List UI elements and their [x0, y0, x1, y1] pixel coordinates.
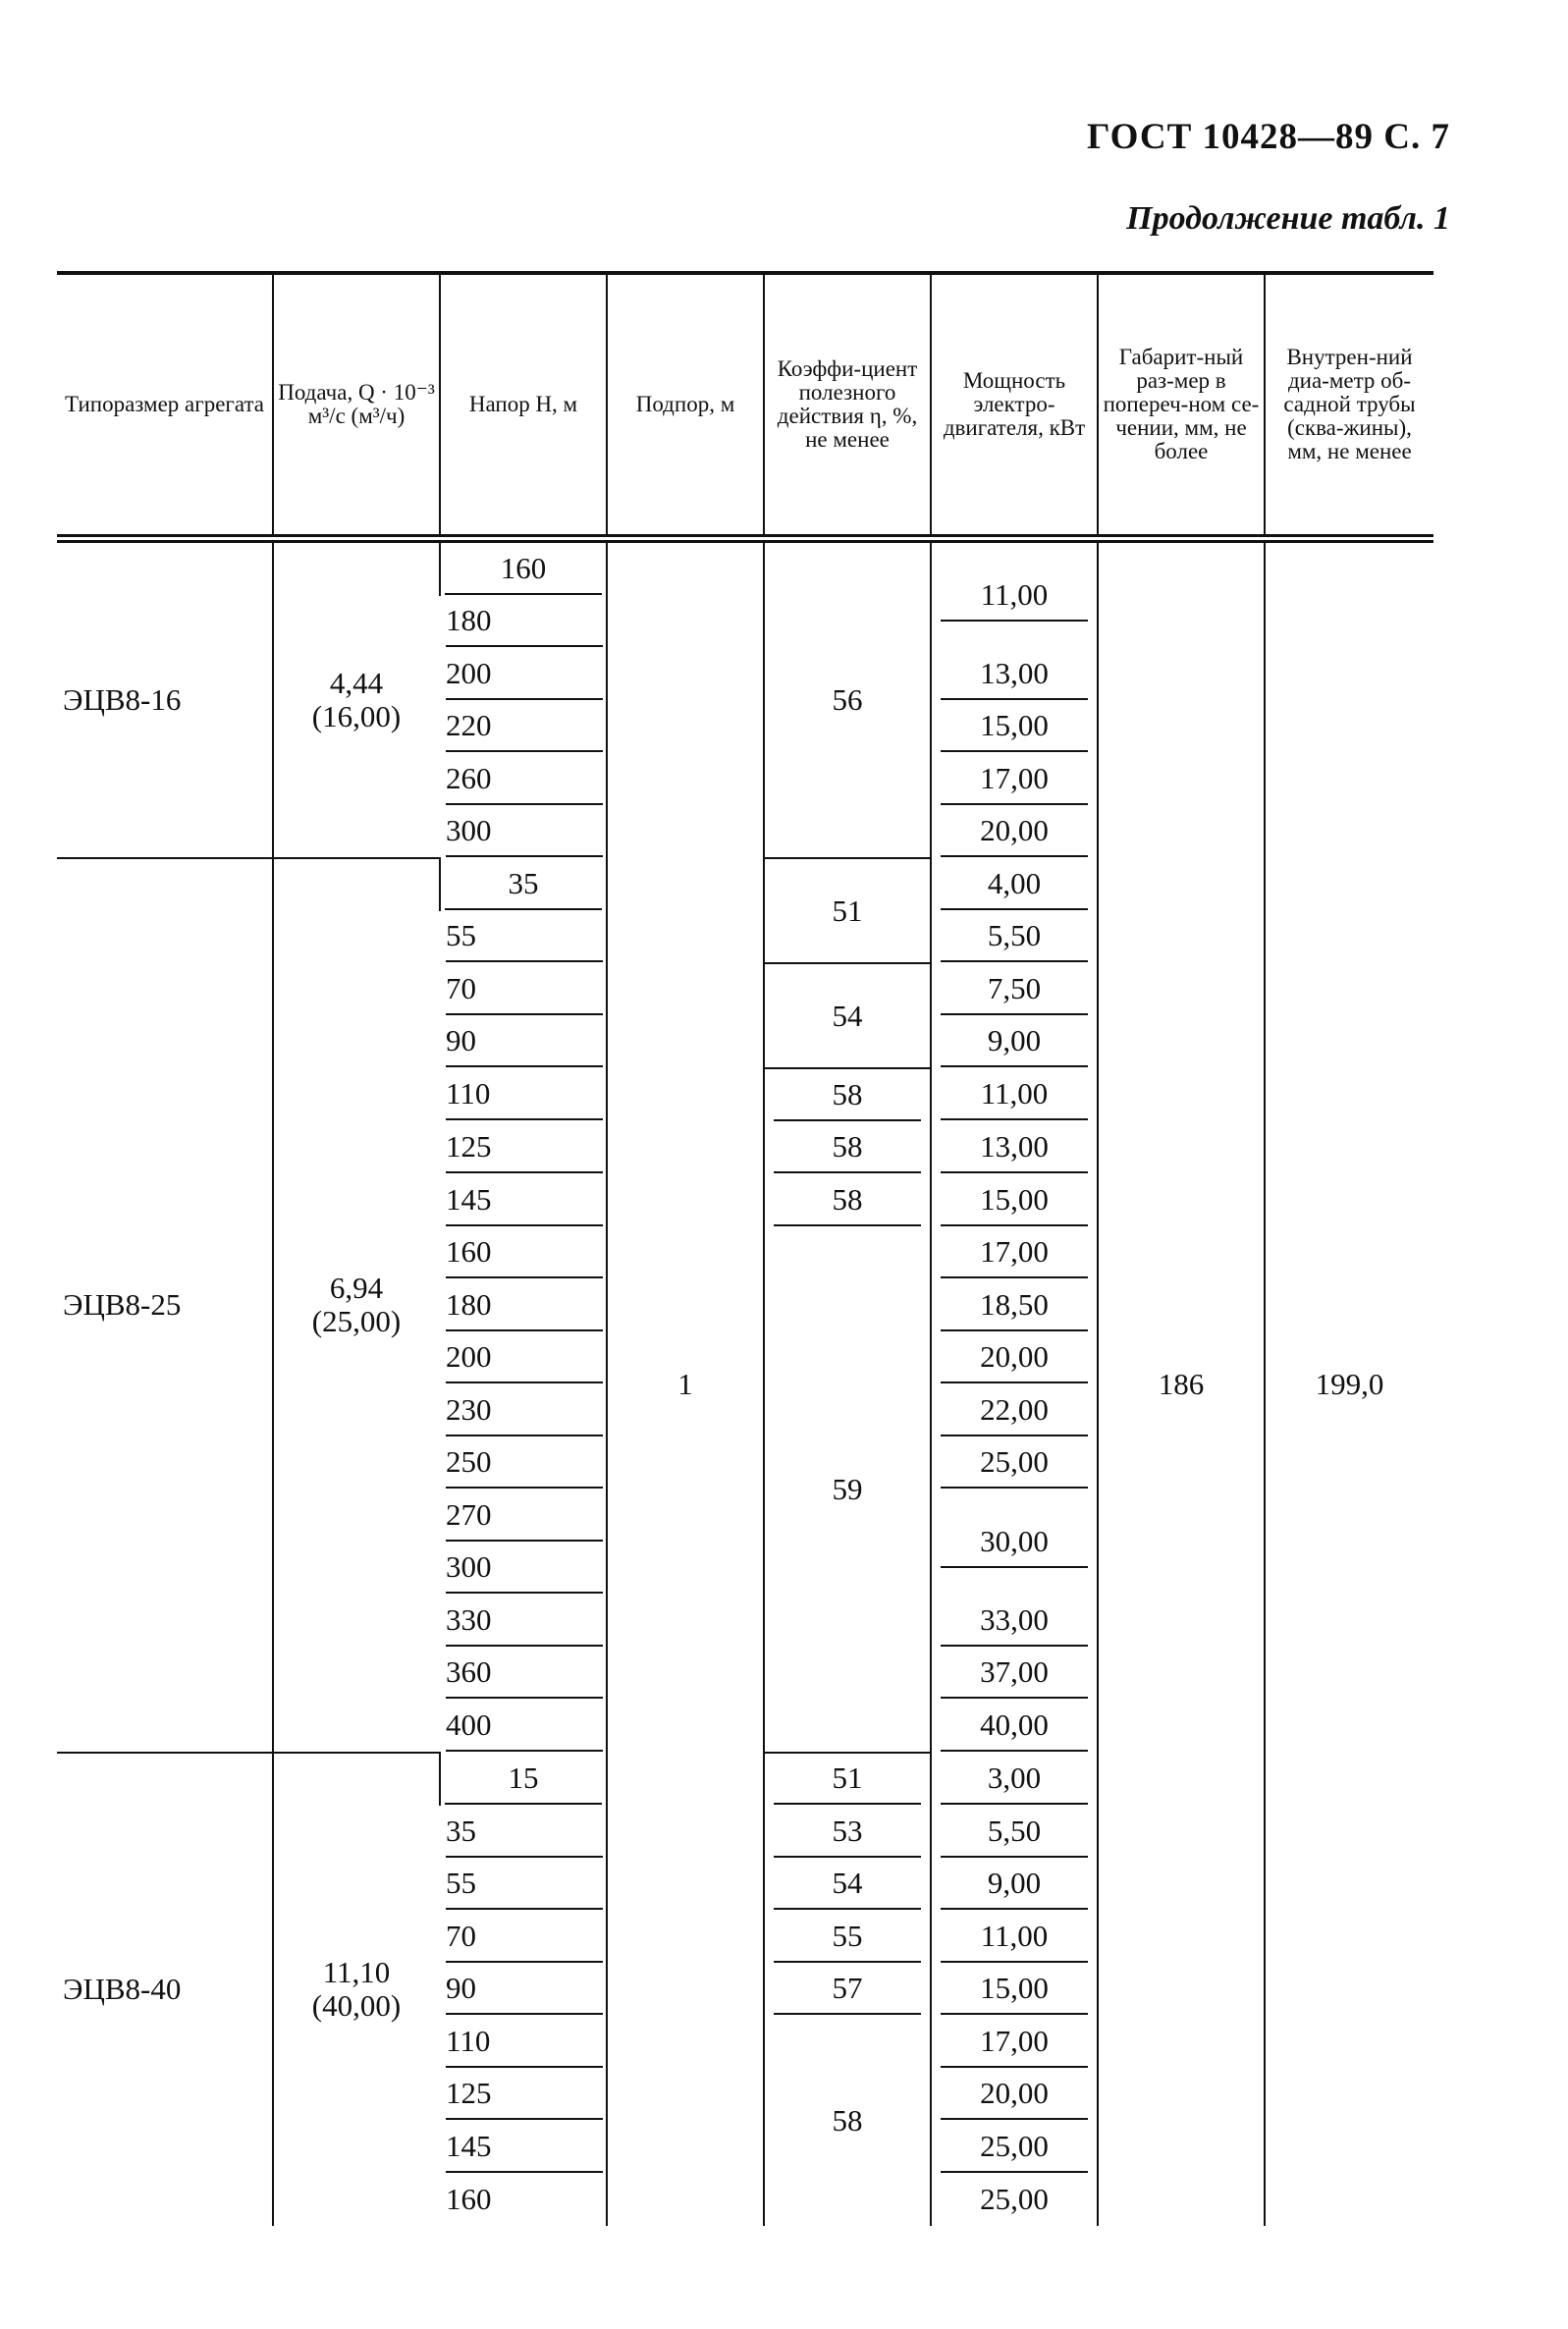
power-cell: 37,00 [931, 1648, 1098, 1701]
efficiency-cell: 58 [764, 1122, 931, 1175]
head-cell: 125 [440, 1122, 607, 1175]
efficiency-cell: 54 [764, 963, 931, 1068]
table-header-rule [57, 534, 1433, 543]
power-cell: 4,00 [931, 858, 1098, 911]
power-cell: 17,00 [931, 753, 1098, 806]
power-cell: 5,50 [931, 911, 1098, 964]
col-header-type: Типоразмер агрегата [64, 392, 264, 416]
power-cell: 25,00 [931, 1437, 1098, 1490]
group-flow: 11,10 (40,00) [273, 1753, 440, 2227]
table-continuation-label: Продолжение табл. 1 [1126, 200, 1450, 237]
head-cell: 125 [440, 2069, 607, 2122]
diameter-cell: 199,0 [1265, 543, 1433, 2226]
efficiency-cell: 58 [764, 2016, 931, 2226]
gabarit-cell: 186 [1098, 543, 1265, 2226]
efficiency-cell: 56 [764, 543, 931, 858]
head-cell: 300 [440, 1543, 607, 1596]
power-cell: 9,00 [931, 1859, 1098, 1912]
head-cell: 230 [440, 1384, 607, 1437]
efficiency-cell: 59 [764, 1227, 931, 1753]
head-cell: 250 [440, 1437, 607, 1490]
podpor-cell: 1 [607, 543, 764, 2226]
col-header-gabarit: Габарит-ный раз-мер в попереч-ном се-чении, мм, не более [1098, 275, 1265, 534]
head-cell: 220 [440, 701, 607, 754]
power-cell: 15,00 [931, 1174, 1098, 1227]
power-cell: 3,00 [931, 1753, 1098, 1807]
efficiency-cell: 58 [764, 1068, 931, 1122]
col-header-efficiency: Коэффи-циент полезного действия η, %, не менее [764, 275, 931, 534]
efficiency-cell: 51 [764, 1753, 931, 1807]
power-cell: 13,00 [931, 1122, 1098, 1175]
pump-table [57, 271, 1433, 2226]
head-cell: 180 [440, 1279, 607, 1332]
power-cell: 20,00 [931, 1332, 1098, 1385]
group-type: ЭЦВ8-25 [57, 858, 273, 1753]
group-type: ЭЦВ8-40 [63, 1972, 182, 2007]
head-cell: 15 [440, 1753, 607, 1807]
head-cell: 145 [440, 1174, 607, 1227]
head-cell: 300 [440, 806, 607, 859]
head-cell: 160 [440, 1227, 607, 1280]
power-cell: 22,00 [931, 1384, 1098, 1437]
power-cell: 9,00 [931, 1016, 1098, 1069]
efficiency-cell: 54 [764, 1859, 931, 1912]
group-flow: 6,94 (25,00) [273, 858, 440, 1753]
head-cell: 200 [440, 1332, 607, 1385]
power-cell: 20,00 [931, 2069, 1098, 2122]
power-cell: 11,00 [931, 543, 1098, 648]
head-cell: 330 [440, 1595, 607, 1648]
power-cell: 15,00 [931, 701, 1098, 754]
power-cell: 40,00 [931, 1700, 1098, 1753]
power-cell: 7,50 [931, 963, 1098, 1016]
head-cell: 55 [440, 911, 607, 964]
power-cell: 20,00 [931, 806, 1098, 859]
head-cell: 260 [440, 753, 607, 806]
power-cell: 5,50 [931, 1806, 1098, 1859]
power-cell: 33,00 [931, 1595, 1098, 1648]
head-cell: 400 [440, 1700, 607, 1753]
head-cell: 160 [446, 2182, 492, 2217]
head-cell: 160 [440, 543, 607, 596]
col-header-diameter: Внутрен-ний диа-метр об-садной трубы (сква-жины), мм, не менее [1265, 275, 1433, 534]
table-header [57, 275, 1433, 534]
col-header-power: Мощность электро-двигателя, кВт [931, 275, 1098, 534]
head-cell: 270 [440, 1489, 607, 1543]
page-header: ГОСТ 10428—89 С. 7 [1087, 117, 1450, 157]
power-cell: 13,00 [931, 648, 1098, 701]
group-type: ЭЦВ8-16 [57, 543, 273, 858]
power-cell: 17,00 [931, 2016, 1098, 2069]
col-header-head: Напор H, м [440, 275, 607, 534]
head-cell: 145 [440, 2121, 607, 2174]
head-cell: 70 [440, 963, 607, 1016]
power-cell: 15,00 [931, 1964, 1098, 2017]
head-cell: 35 [440, 858, 607, 911]
power-cell: 17,00 [931, 1227, 1098, 1280]
efficiency-cell: 55 [764, 1911, 931, 1964]
head-cell: 110 [440, 1068, 607, 1122]
head-cell: 360 [440, 1648, 607, 1701]
col-header-flow: Подача, Q · 10⁻³ м³/с (м³/ч) [273, 275, 440, 534]
head-cell: 110 [440, 2016, 607, 2069]
efficiency-cell: 58 [764, 1174, 931, 1227]
head-cell: 90 [440, 1016, 607, 1069]
col-header-podpor: Подпор, м [607, 275, 764, 534]
head-cell: 70 [440, 1911, 607, 1964]
table-body [57, 543, 1433, 2226]
power-cell: 30,00 [931, 1489, 1098, 1595]
power-cell: 11,00 [931, 1911, 1098, 1964]
power-cell: 25,00 [931, 2174, 1098, 2227]
head-cell: 55 [440, 1859, 607, 1912]
head-cell: 200 [440, 648, 607, 701]
power-cell: 25,00 [931, 2121, 1098, 2174]
efficiency-cell: 51 [764, 858, 931, 963]
power-cell: 11,00 [931, 1068, 1098, 1122]
power-cell: 18,50 [931, 1279, 1098, 1332]
head-cell: 90 [440, 1964, 607, 2017]
head-cell: 35 [440, 1806, 607, 1859]
head-cell: 180 [440, 596, 607, 649]
efficiency-cell: 53 [764, 1806, 931, 1859]
group-flow: 4,44 (16,00) [273, 543, 440, 858]
efficiency-cell: 57 [764, 1964, 931, 2017]
